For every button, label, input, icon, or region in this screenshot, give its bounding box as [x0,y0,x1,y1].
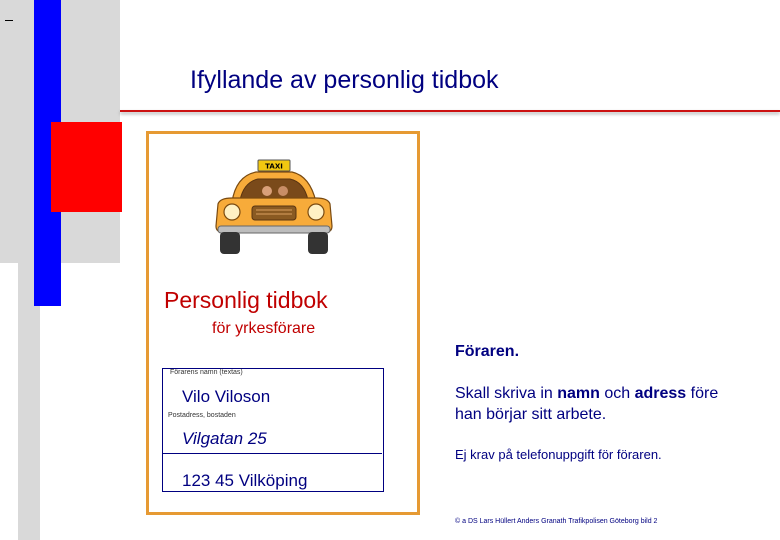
title-rule [120,110,780,112]
instruction-part1: Skall skriva in [455,385,558,402]
form-divider [162,453,382,454]
decor-red-block [51,122,122,212]
cover-title: Personlig tidbok [164,287,328,313]
driver-name-value: Vilo Viloson [182,387,271,406]
street-address-value: Vilgatan 25 [182,429,267,448]
instruction-part2: före han börjar sitt arbete. [455,385,719,423]
city-value: 123 45 Vilköping [182,471,308,490]
taxi-sign-text: TAXI [265,162,283,171]
postal-address-label: Postadress, bostaden [168,412,236,419]
side-instruction [455,383,745,425]
slide-title: Ifyllande av personlig tidbok [190,66,499,94]
instruction-namn: namn [557,385,600,402]
decor-corner-mark [5,20,13,21]
taxi-icon [210,156,336,260]
instruction-och: och [599,385,635,402]
driver-name-label: Förarens namn (textas) [170,369,243,376]
instruction-adress: adress [634,385,687,402]
cover-subtitle: för yrkesförare [212,320,316,337]
side-note: Ej krav på telefonuppgift för föraren. [455,447,662,462]
side-heading: Föraren. [455,343,520,360]
slide-footer: © a DS Lars Hüllert Anders Granath Trafikpolisen Göteborg bild 2 [455,518,658,525]
